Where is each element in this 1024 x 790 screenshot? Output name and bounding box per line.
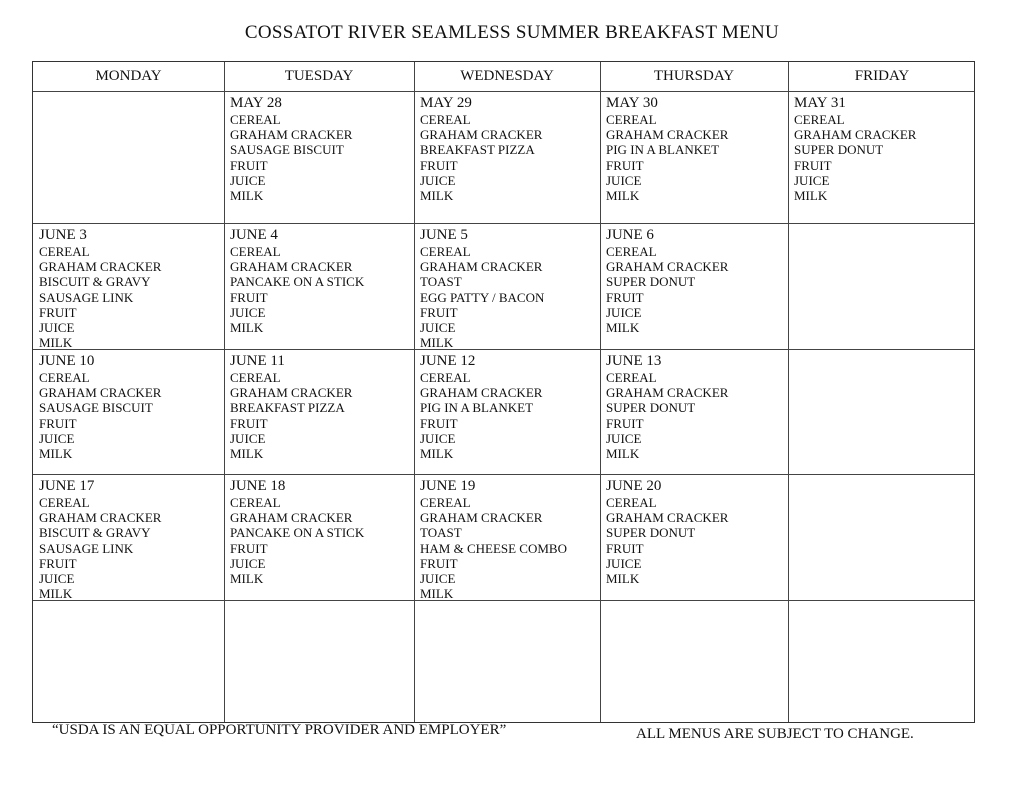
menu-item: MILK xyxy=(420,586,454,602)
menu-date: JUNE 12 xyxy=(420,353,476,369)
menu-item: GRAHAM CRACKER xyxy=(420,127,543,143)
menu-date: JUNE 11 xyxy=(230,353,285,369)
footer-subject-to-change: ALL MENUS ARE SUBJECT TO CHANGE. xyxy=(636,726,914,742)
menu-date: JUNE 18 xyxy=(230,478,286,494)
menu-item: CEREAL xyxy=(420,370,471,385)
menu-item: FRUIT xyxy=(606,289,644,305)
menu-item: GRAHAM CRACKER xyxy=(39,510,162,526)
grid-column-divider xyxy=(788,62,789,722)
menu-item: TOAST xyxy=(420,274,462,290)
menu-item: GRAHAM CRACKER xyxy=(39,385,162,401)
menu-date: JUNE 3 xyxy=(39,227,87,243)
menu-item: FRUIT xyxy=(230,157,268,173)
menu-day-cell xyxy=(794,95,972,203)
menu-grid xyxy=(32,61,975,723)
menu-date: JUNE 13 xyxy=(606,353,662,369)
menu-item: JUICE xyxy=(420,430,456,446)
menu-item: FRUIT xyxy=(230,289,268,305)
menu-item: GRAHAM CRACKER xyxy=(606,127,729,143)
menu-item: FRUIT xyxy=(420,157,458,173)
menu-item: FRUIT xyxy=(606,540,644,556)
menu-item: MILK xyxy=(420,446,454,462)
day-header-wednesday: WEDNESDAY xyxy=(460,68,554,84)
menu-item: JUICE xyxy=(39,571,75,587)
menu-item: GRAHAM CRACKER xyxy=(230,510,353,526)
menu-item: SAUSAGE BISCUIT xyxy=(39,400,153,416)
menu-item: MILK xyxy=(230,446,264,462)
menu-item: SAUSAGE LINK xyxy=(39,289,134,305)
menu-item: GRAHAM CRACKER xyxy=(420,259,543,275)
menu-day-cell xyxy=(420,95,596,203)
grid-row-divider xyxy=(33,223,974,224)
menu-item: JUICE xyxy=(39,320,75,336)
menu-item: CEREAL xyxy=(230,495,281,510)
menu-item: JUICE xyxy=(230,555,266,571)
menu-item: PIG IN A BLANKET xyxy=(420,400,534,416)
menu-item: GRAHAM CRACKER xyxy=(794,127,917,143)
day-header-tuesday: TUESDAY xyxy=(284,68,354,84)
menu-item: MILK xyxy=(606,320,640,336)
menu-date: MAY 29 xyxy=(420,95,472,111)
menu-item: CEREAL xyxy=(39,370,90,385)
menu-item: FRUIT xyxy=(420,304,458,320)
menu-item: CEREAL xyxy=(606,370,657,385)
menu-item: MILK xyxy=(794,188,828,204)
menu-item: JUICE xyxy=(606,430,642,446)
menu-day-cell xyxy=(39,227,220,350)
menu-day-cell xyxy=(39,353,220,461)
menu-item: CEREAL xyxy=(606,112,657,127)
menu-date: JUNE 6 xyxy=(606,227,654,243)
menu-item: CEREAL xyxy=(794,112,845,127)
menu-date: MAY 28 xyxy=(230,95,282,111)
menu-item: MILK xyxy=(39,335,73,351)
menu-item: GRAHAM CRACKER xyxy=(230,259,353,275)
menu-item: GRAHAM CRACKER xyxy=(230,127,353,143)
day-header-monday: MONDAY xyxy=(95,68,162,84)
menu-day-cell xyxy=(606,95,784,203)
menu-item: BISCUIT & GRAVY xyxy=(39,525,151,541)
menu-item: GRAHAM CRACKER xyxy=(420,385,543,401)
menu-item: FRUIT xyxy=(420,555,458,571)
menu-item: SUPER DONUT xyxy=(606,274,696,290)
grid-row-divider xyxy=(33,91,974,92)
menu-item: GRAHAM CRACKER xyxy=(39,259,162,275)
menu-date: JUNE 4 xyxy=(230,227,278,243)
menu-day-cell xyxy=(606,353,784,461)
menu-item: MILK xyxy=(420,188,454,204)
menu-item: CEREAL xyxy=(606,244,657,259)
menu-item: FRUIT xyxy=(606,157,644,173)
menu-item: FRUIT xyxy=(606,415,644,431)
menu-day-cell xyxy=(230,95,410,203)
menu-item: JUICE xyxy=(794,172,830,188)
menu-item: JUICE xyxy=(606,304,642,320)
menu-item: JUICE xyxy=(420,172,456,188)
menu-item: CEREAL xyxy=(230,112,281,127)
menu-item: SUPER DONUT xyxy=(606,525,696,541)
menu-item: MILK xyxy=(606,446,640,462)
menu-day-cell xyxy=(230,227,410,335)
menu-item: SUPER DONUT xyxy=(794,142,884,158)
menu-item: SUPER DONUT xyxy=(606,400,696,416)
menu-item: CEREAL xyxy=(230,244,281,259)
menu-item: TOAST xyxy=(420,525,462,541)
menu-day-cell xyxy=(606,227,784,335)
menu-date: JUNE 20 xyxy=(606,478,662,494)
menu-item: HAM & CHEESE COMBO xyxy=(420,540,567,556)
menu-item: MILK xyxy=(39,586,73,602)
menu-item: CEREAL xyxy=(39,495,90,510)
menu-item: JUICE xyxy=(230,304,266,320)
menu-item: PANCAKE ON A STICK xyxy=(230,274,365,290)
menu-item: BREAKFAST PIZZA xyxy=(230,400,345,416)
menu-item: JUICE xyxy=(39,430,75,446)
menu-item: CEREAL xyxy=(420,244,471,259)
grid-row-divider xyxy=(33,474,974,475)
page-title: COSSATOT RIVER SEAMLESS SUMMER BREAKFAST MENU xyxy=(244,22,780,43)
menu-item: JUICE xyxy=(230,430,266,446)
menu-item: GRAHAM CRACKER xyxy=(606,385,729,401)
menu-item: FRUIT xyxy=(420,415,458,431)
menu-item: FRUIT xyxy=(39,304,77,320)
menu-item: JUICE xyxy=(420,571,456,587)
grid-column-divider xyxy=(224,62,225,722)
menu-item: MILK xyxy=(230,320,264,336)
grid-column-divider xyxy=(414,62,415,722)
menu-day-cell xyxy=(420,353,596,461)
menu-item: CEREAL xyxy=(606,495,657,510)
menu-item: MILK xyxy=(230,571,264,587)
menu-day-cell xyxy=(606,478,784,586)
menu-item: CEREAL xyxy=(230,370,281,385)
menu-item: JUICE xyxy=(420,320,456,336)
day-header-thursday: THURSDAY xyxy=(653,68,735,84)
menu-item: CEREAL xyxy=(420,495,471,510)
menu-item: JUICE xyxy=(606,555,642,571)
menu-item: JUICE xyxy=(606,172,642,188)
menu-item: FRUIT xyxy=(230,540,268,556)
menu-item: PIG IN A BLANKET xyxy=(606,142,720,158)
menu-day-cell xyxy=(230,353,410,461)
menu-item: EGG PATTY / BACON xyxy=(420,289,545,305)
day-header-friday: FRIDAY xyxy=(854,68,910,84)
menu-date: JUNE 17 xyxy=(39,478,95,494)
menu-item: MILK xyxy=(230,188,264,204)
menu-item: MILK xyxy=(606,571,640,587)
menu-item: JUICE xyxy=(230,172,266,188)
grid-column-divider xyxy=(600,62,601,722)
footer-equal-opportunity: “USDA IS AN EQUAL OPPORTUNITY PROVIDER AND EMPLOYER” xyxy=(52,722,507,738)
menu-day-cell xyxy=(420,227,596,350)
menu-day-cell xyxy=(39,478,220,601)
menu-item: SAUSAGE BISCUIT xyxy=(230,142,344,158)
menu-item: MILK xyxy=(420,335,454,351)
menu-item: FRUIT xyxy=(794,157,832,173)
menu-item: MILK xyxy=(606,188,640,204)
menu-date: JUNE 5 xyxy=(420,227,468,243)
menu-item: GRAHAM CRACKER xyxy=(606,259,729,275)
menu-item: FRUIT xyxy=(39,415,77,431)
menu-item: FRUIT xyxy=(39,555,77,571)
menu-item: GRAHAM CRACKER xyxy=(420,510,543,526)
menu-item: CEREAL xyxy=(420,112,471,127)
menu-item: PANCAKE ON A STICK xyxy=(230,525,365,541)
menu-date: JUNE 10 xyxy=(39,353,95,369)
menu-item: GRAHAM CRACKER xyxy=(230,385,353,401)
menu-date: MAY 31 xyxy=(794,95,846,111)
menu-item: BREAKFAST PIZZA xyxy=(420,142,535,158)
menu-item: CEREAL xyxy=(39,244,90,259)
menu-day-cell xyxy=(420,478,596,601)
menu-item: FRUIT xyxy=(230,415,268,431)
menu-item: MILK xyxy=(39,446,73,462)
menu-item: BISCUIT & GRAVY xyxy=(39,274,151,290)
menu-date: MAY 30 xyxy=(606,95,658,111)
menu-item: SAUSAGE LINK xyxy=(39,540,134,556)
menu-day-cell xyxy=(230,478,410,586)
menu-item: GRAHAM CRACKER xyxy=(606,510,729,526)
menu-date: JUNE 19 xyxy=(420,478,476,494)
